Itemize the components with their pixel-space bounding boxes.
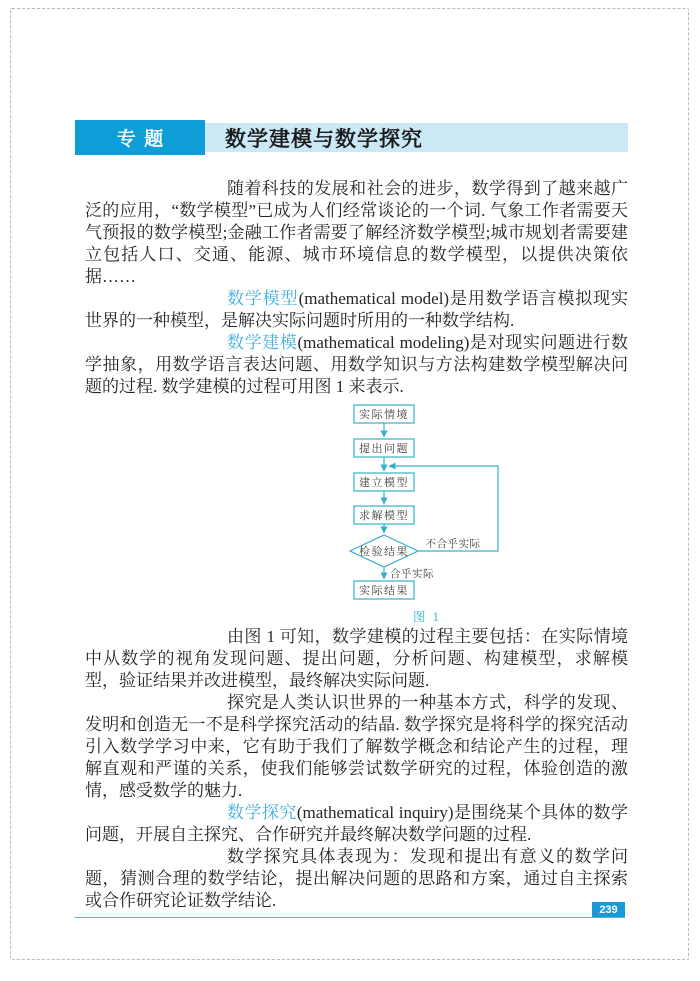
paragraph-figure-summary-text: 由图 1 可知，数学建模的过程主要包括：在实际情境中从数学的视角发现问题、提出问题，分析问题、构建模型，求解模型，验证结果并改进模型，最终解决实际问题. (85, 627, 628, 690)
paragraph-inquiry-detail (85, 846, 628, 912)
paragraph-figure-summary (85, 626, 628, 692)
figure-caption: 图 1 (413, 610, 441, 624)
topic-badge-label: 专题 (116, 129, 172, 150)
paragraph-intro-text: 随着科技的发展和社会的进步，数学得到了越来越广泛的应用，“数学模型”已成为人们经常谈论的一个词. 气象工作者需要天气预报的数学模型;金融工作者需要了解经济数学模型;城市规划者需要建立包括人口、交通、能源、城市环境信息的数学模型，以提供决策依据…… (85, 179, 628, 286)
paragraph-inquiry-intro-text: 探究是人类认识世界的一种基本方式，科学的发现、发明和创造无一不是科学探究活动的结晶. 数学探究是将科学的探究活动引入数学学习中来，它有助于我们了解数学概念和结论产生的过程，理解直观和严谨的关系，使我们能够尝试数学研究的过程，体验创造的激情，感受数学的魅力. (85, 693, 628, 800)
chapter-title-strip (205, 123, 628, 152)
paragraph-math-modeling-text: (mathematical modeling)是对现实问题进行数学抽象，用数学语言表达问题、用数学知识与方法构建数学模型解决问题的过程. 数学建模的过程可用图 1 来表示. (85, 333, 628, 396)
page-number-badge (592, 902, 625, 917)
paragraph-math-model (85, 288, 628, 332)
footer-rule (75, 917, 625, 918)
flow-box-solve-model-label: 求解模型 (359, 510, 409, 522)
flow-box-build-model-label: 建立模型 (359, 477, 409, 489)
term-math-model: 数学模型 (227, 289, 299, 308)
paragraph-math-inquiry (85, 802, 628, 846)
branch-label-realistic: 合乎实际 (390, 569, 434, 580)
flow-decision-label: 检验结果 (359, 546, 409, 558)
term-math-inquiry: 数学探究 (227, 803, 297, 822)
paragraph-math-model-text: (mathematical model)是用数学语言模拟现实世界的一种模型，是解决实际问题时所用的一种数学结构. (85, 289, 628, 330)
topic-badge (75, 120, 205, 155)
paragraph-inquiry-detail-text: 数学探究具体表现为：发现和提出有意义的数学问题，猜测合理的数学结论，提出解决问题的思路和方案，通过自主探索或合作研究论证数学结论. (85, 847, 628, 910)
page-header (75, 120, 628, 155)
term-math-modeling: 数学建模 (227, 333, 298, 352)
branch-label-not-realistic: 不合乎实际 (425, 539, 481, 550)
paragraph-intro (85, 178, 628, 288)
paragraph-inquiry-intro (85, 692, 628, 802)
paragraph-math-inquiry-text: (mathematical inquiry)是围绕某个具体的数学问题，开展自主探究、合作研究并最终解决数学问题的过程. (85, 803, 629, 844)
flow-box-pose-problem-label: 提出问题 (359, 443, 409, 455)
page-number: 239 (599, 903, 618, 916)
flowchart-figure (85, 398, 628, 626)
body-text (85, 178, 628, 912)
flow-box-situation-label: 实际情境 (359, 409, 409, 421)
page-title: 数学建模与数学探究 (225, 126, 423, 151)
flow-box-result-label: 实际结果 (359, 585, 409, 597)
flowchart-svg (340, 400, 515, 626)
paragraph-math-modeling (85, 332, 628, 398)
